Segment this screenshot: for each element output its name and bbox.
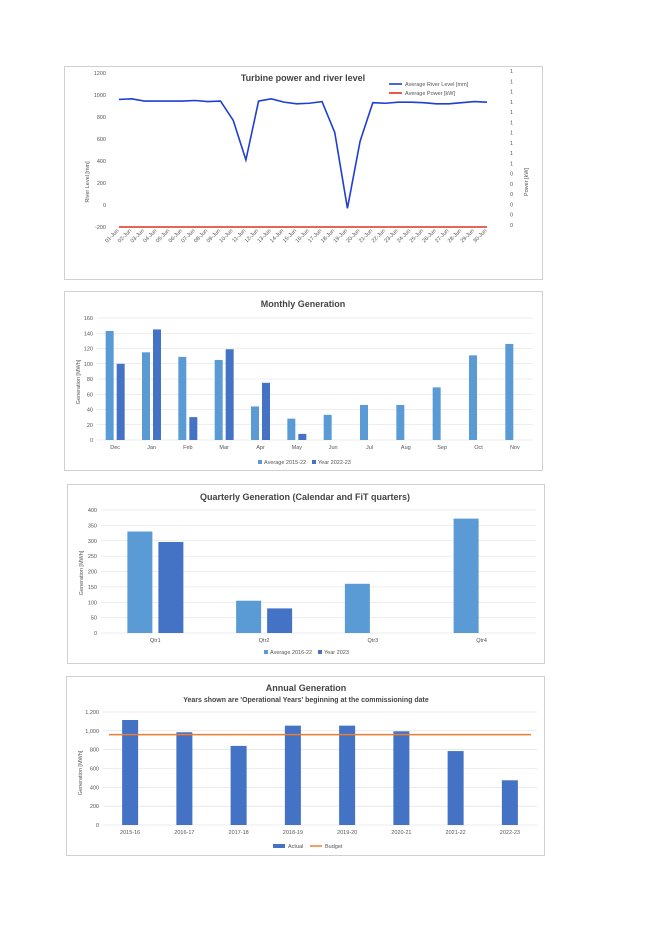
quarterly-chart-svg — [68, 485, 546, 665]
x-tick-label: 2020-21 — [391, 830, 412, 836]
y-tick-label: 200 — [89, 804, 99, 811]
y-tick-label: 200 — [87, 569, 97, 576]
x-tick-label: 10-Jun — [218, 228, 235, 245]
y-tick-label: 1000 — [93, 93, 106, 99]
y-tick-label: 150 — [87, 584, 97, 591]
bar-series-a — [231, 746, 247, 825]
x-tick-label: 2021-22 — [445, 830, 466, 836]
y-tick-label: 0 — [93, 631, 97, 637]
legend-swatch-average — [258, 460, 262, 464]
x-tick-label: 12-Jun — [243, 228, 261, 245]
bar-series-a — [360, 405, 368, 440]
y-tick-label: 400 — [96, 159, 106, 165]
y-axis-label: Generation [MWh] — [78, 750, 84, 796]
x-tick-label: 25-Jun — [408, 228, 425, 245]
annual-chart-svg — [67, 677, 546, 857]
bar-series-a — [345, 584, 370, 633]
y-tick-label: 600 — [96, 137, 106, 143]
x-tick-label: May — [291, 445, 303, 451]
x-tick-label: Feb — [183, 445, 193, 451]
x-tick-label: Jun — [328, 445, 338, 451]
x-tick-label: Qtr4 — [476, 638, 487, 644]
y-tick-label: 100 — [83, 361, 93, 368]
y-tick-label: 120 — [83, 346, 93, 353]
x-tick-label: 28-Jun — [446, 228, 464, 245]
legend-label: Average 2015-22 — [264, 460, 307, 466]
legend-label: Average River Level [mm] — [405, 82, 469, 88]
y-tick-label: 60 — [86, 392, 93, 399]
legend-swatch-actual — [273, 844, 285, 848]
x-tick-label: 04-Jun — [142, 228, 159, 245]
chart-subtitle: Years shown are 'Operational Years' beginning at the commissioning date — [183, 697, 429, 704]
legend-swatch-year — [318, 650, 322, 654]
legend-label: Actual — [288, 844, 304, 850]
x-tick-label: 29-Jun — [459, 228, 476, 245]
x-tick-label: Dec — [110, 445, 121, 451]
bar-series-a — [287, 419, 295, 440]
x-tick-label: Sep — [437, 445, 448, 451]
bar-series-a — [236, 601, 261, 633]
x-tick-label: 2017-18 — [228, 830, 249, 836]
y2-tick-label: 0 — [510, 202, 514, 209]
chart-title: Quarterly Generation (Calendar and FiT quarters) — [199, 492, 411, 502]
legend-label: Average 2016-22 — [270, 650, 313, 656]
x-tick-label: 14-Jun — [269, 228, 286, 245]
bar-series-a — [393, 731, 409, 825]
y-tick-label: 140 — [83, 331, 93, 338]
bar-series-a — [396, 405, 404, 440]
bar-series-b — [226, 349, 234, 440]
x-tick-label: 2015-16 — [120, 830, 141, 836]
annual-chart-panel — [66, 676, 545, 856]
y2-axis-label: Power [kW] — [524, 167, 530, 197]
bar-series-a — [142, 352, 150, 440]
y2-tick-label: 0 — [510, 212, 514, 219]
quarterly-chart-panel — [67, 484, 545, 664]
y-tick-label: 1,200 — [85, 710, 99, 716]
y-tick-label: 100 — [87, 600, 97, 607]
x-tick-label: 23-Jun — [383, 228, 400, 245]
x-tick-label: 21-Jun — [358, 228, 375, 245]
y-axis-label: River Level [mm] — [85, 161, 91, 203]
x-tick-label: Oct — [474, 445, 483, 451]
x-tick-label: 20-Jun — [345, 228, 362, 245]
y2-tick-label: 0 — [510, 192, 514, 199]
legend-label: Year 2022-23 — [318, 460, 351, 466]
x-tick-label: 13-Jun — [256, 228, 273, 245]
chart-title: Annual Generation — [265, 683, 347, 693]
x-tick-label: 09-Jun — [205, 228, 222, 245]
y2-tick-label: 0 — [510, 181, 514, 188]
x-tick-label: Qtr3 — [367, 638, 379, 644]
legend — [389, 82, 469, 97]
x-tick-label: Aug — [400, 445, 411, 451]
x-tick-label: 15-Jun — [281, 228, 299, 245]
y-tick-label: 600 — [89, 766, 99, 773]
bar-series-a — [469, 355, 477, 440]
river-level-series-line — [119, 99, 487, 208]
x-tick-label: 06-Jun — [167, 228, 184, 245]
x-tick-label: 08-Jun — [193, 228, 210, 245]
x-tick-label: 27-Jun — [434, 228, 451, 245]
bar-series-a — [251, 406, 259, 440]
legend-swatch-average — [264, 650, 268, 654]
y-tick-label: 1200 — [93, 71, 106, 77]
bar-series-b — [267, 608, 292, 633]
y-tick-label: 0 — [95, 823, 99, 829]
turbine-chart-panel — [64, 66, 543, 280]
legend-label: Year 2023 — [324, 650, 349, 656]
bar-series-b — [298, 434, 306, 440]
y-tick-label: 250 — [87, 554, 97, 561]
x-tick-label: 2016-17 — [174, 830, 195, 836]
y-axis-label: Generation [MWh] — [79, 550, 85, 596]
bar-series-a — [505, 344, 513, 440]
x-tick-label: 2018-19 — [282, 830, 303, 836]
y2-tick-label: 1 — [510, 69, 514, 75]
turbine-chart-svg — [65, 67, 544, 281]
x-tick-label: 30-Jun — [472, 228, 489, 245]
legend — [258, 460, 351, 466]
x-tick-label: 22-Jun — [370, 228, 387, 245]
x-tick-label: Qtr1 — [150, 638, 161, 644]
x-tick-label: 18-Jun — [319, 228, 337, 245]
bar-series-a — [502, 780, 518, 825]
y2-tick-label: 1 — [510, 99, 514, 106]
y-tick-label: -200 — [94, 225, 106, 231]
x-tick-label: Nov — [509, 445, 520, 451]
monthly-chart-panel — [64, 291, 543, 471]
y-tick-label: 0 — [102, 203, 106, 209]
x-tick-label: 2022-23 — [499, 830, 520, 836]
bar-series-a — [178, 357, 186, 440]
bar-series-a — [454, 519, 479, 633]
bar-series-a — [122, 720, 138, 825]
y-tick-label: 800 — [89, 747, 99, 754]
y2-tick-label: 1 — [510, 130, 514, 137]
y2-tick-label: 1 — [510, 110, 514, 117]
x-tick-label: Jan — [147, 445, 156, 451]
legend — [273, 844, 343, 850]
legend-label: Average Power [kW] — [405, 91, 456, 97]
x-tick-label: 05-Jun — [155, 228, 172, 245]
bar-series-a — [448, 751, 464, 825]
x-tick-label: 01-Jun — [104, 228, 121, 245]
bar-series-b — [158, 542, 183, 633]
y2-tick-label: 1 — [510, 120, 514, 127]
bar-series-a — [127, 532, 152, 633]
y2-tick-label: 1 — [510, 140, 514, 147]
y2-tick-label: 1 — [510, 89, 514, 96]
chart-title: Turbine power and river level — [240, 73, 366, 83]
bar-series-b — [117, 364, 125, 440]
y2-tick-label: 1 — [510, 79, 514, 86]
y-tick-label: 400 — [87, 508, 97, 514]
x-tick-label: 24-Jun — [396, 228, 413, 245]
x-tick-label: Mar — [219, 445, 229, 451]
x-tick-label: 03-Jun — [129, 228, 146, 245]
x-tick-label: Qtr2 — [258, 638, 270, 644]
monthly-chart-svg — [65, 292, 544, 472]
bar-series-a — [285, 726, 301, 825]
y-tick-label: 50 — [90, 615, 97, 622]
x-tick-label: 16-Jun — [294, 228, 311, 245]
y-tick-label: 350 — [87, 523, 97, 530]
y-tick-label: 800 — [96, 115, 106, 121]
bar-series-a — [433, 387, 441, 440]
bar-series-a — [324, 415, 332, 440]
y-tick-label: 20 — [86, 422, 93, 429]
y-tick-label: 40 — [86, 407, 93, 414]
y-tick-label: 200 — [96, 181, 106, 187]
chart-title: Monthly Generation — [260, 299, 346, 309]
x-tick-label: Apr — [256, 445, 265, 451]
bar-series-b — [262, 383, 270, 440]
bar-series-b — [189, 417, 197, 440]
legend-label: Budget — [325, 844, 343, 850]
x-tick-label: 07-Jun — [180, 228, 197, 245]
y-tick-label: 160 — [83, 316, 93, 322]
y2-tick-label: 1 — [510, 151, 514, 158]
bar-series-a — [215, 360, 223, 440]
legend — [264, 650, 349, 656]
y2-tick-label: 0 — [510, 223, 514, 229]
x-tick-label: 19-Jun — [332, 228, 349, 245]
bar-series-a — [339, 726, 355, 825]
y-axis-label: Generation [MWh] — [76, 359, 82, 405]
bar-series-a — [106, 331, 114, 440]
legend-swatch-year — [312, 460, 316, 464]
bar-series-b — [153, 329, 161, 440]
y2-tick-label: 1 — [510, 161, 514, 168]
y-tick-label: 400 — [89, 785, 99, 792]
y-tick-label: 0 — [89, 438, 93, 444]
x-tick-label: 02-Jun — [116, 228, 134, 245]
y-tick-label: 80 — [86, 377, 93, 383]
x-tick-label: 17-Jun — [307, 228, 324, 245]
y-tick-label: 1,000 — [85, 728, 99, 735]
y-tick-label: 300 — [87, 538, 97, 545]
x-tick-label: 26-Jun — [421, 228, 438, 245]
bar-series-a — [176, 732, 192, 825]
x-tick-label: 11-Jun — [231, 228, 248, 245]
x-tick-label: 2019-20 — [337, 830, 358, 836]
x-tick-label: Jul — [365, 445, 374, 451]
y2-tick-label: 0 — [510, 171, 514, 178]
